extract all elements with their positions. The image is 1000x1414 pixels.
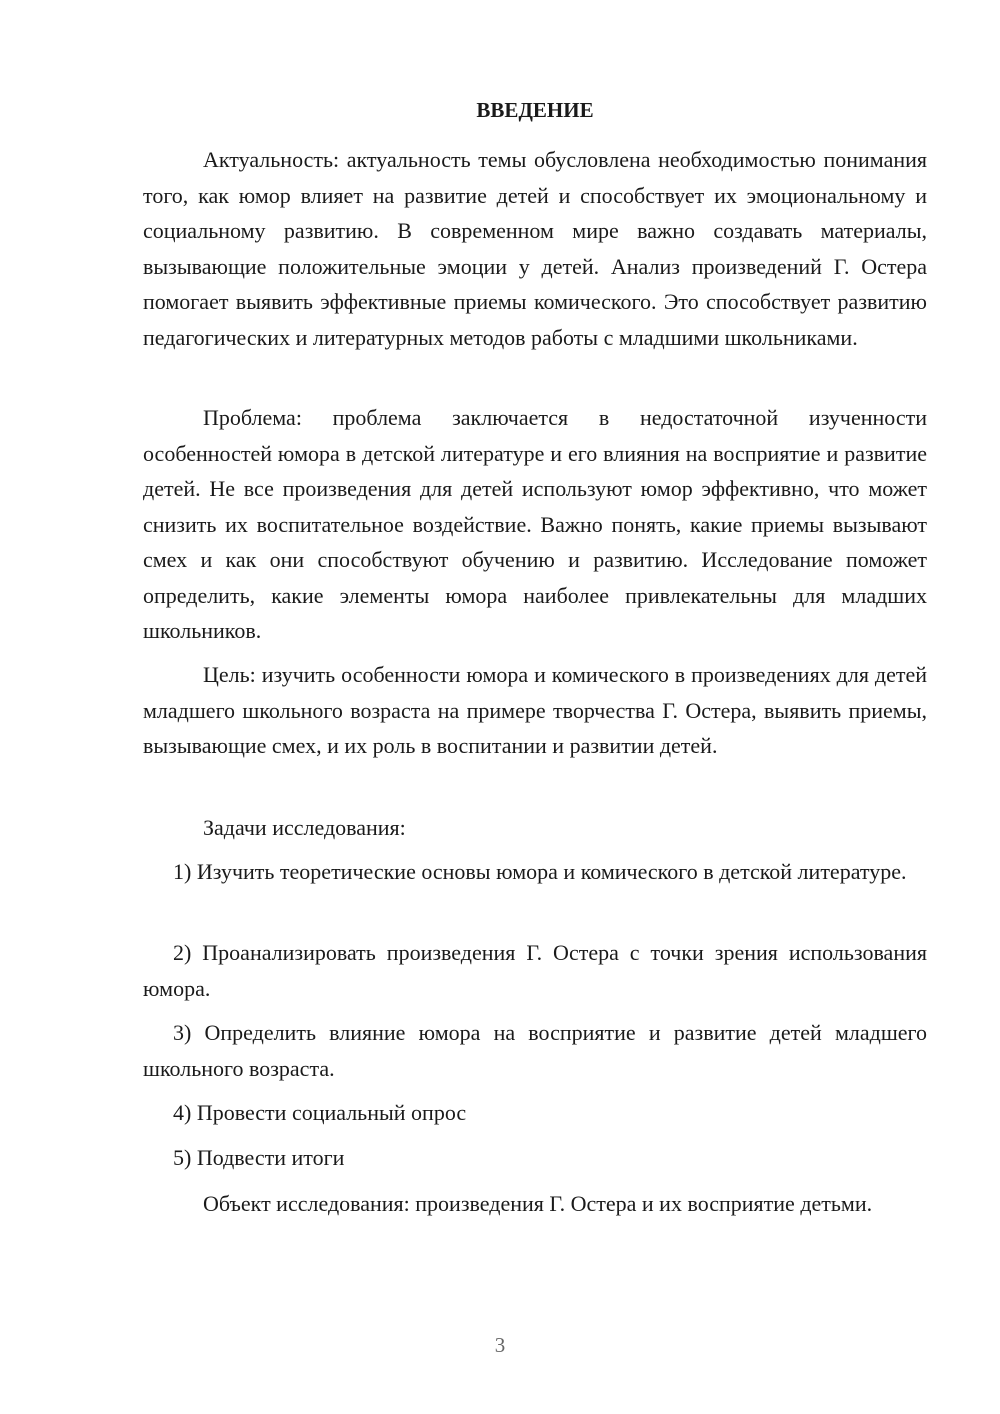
page-number: 3 (494, 1333, 506, 1357)
task-item-1: 1) Изучить теоретические основы юмора и комического в детской литературе. (173, 859, 907, 884)
paragraph-goal: Цель: изучить особенности юмора и комического в произведениях для детей младшего школьного возраста на примере творчества Г. Остера, выявить приемы, вызывающие смех, и их роль в воспитании и развитии детей. (143, 662, 927, 758)
task-item-3: 3) Определить влияние юмора на восприятие и развитие детей младшего школьного возраста. (143, 1020, 927, 1081)
task-item-2: 2) Проанализировать произведения Г. Остера с точки зрения использования юмора. (143, 940, 927, 1001)
task-item-5: 5) Подвести итоги (173, 1145, 345, 1170)
paragraph-relevance: Актуальность: актуальность темы обусловлена необходимостью понимания того, как юмор влияет на развитие детей и способствует их эмоциональному и социальному развитию. В современном мире важно создавать материалы, вызывающие положительные эмоции у детей. Анализ произведений Г. Остера помогает выявить эффективные приемы комического. Это способствует развитию педагогических и литературных методов работы с младшими школьниками. (143, 147, 927, 350)
task-item-4: 4) Провести социальный опрос (173, 1100, 467, 1125)
tasks-title: Задачи исследования: (203, 815, 406, 840)
paragraph-problem: Проблема: проблема заключается в недостаточной изученности особенностей юмора в детской литературе и его влияния на восприятие и развитие детей. Не все произведения для детей используют юмор эффективно, что может снизить их воспитательное воздействие. Важно понять, какие приемы вызывают смех и как они способствуют обучению и развитию. Исследование поможет определить, какие элементы юмора наиболее привлекательны для младших школьников. (143, 405, 927, 643)
section-heading: ВВЕДЕНИЕ (476, 98, 594, 122)
paragraph-object: Объект исследования: произведения Г. Остера и их восприятие детьми. (203, 1191, 873, 1216)
